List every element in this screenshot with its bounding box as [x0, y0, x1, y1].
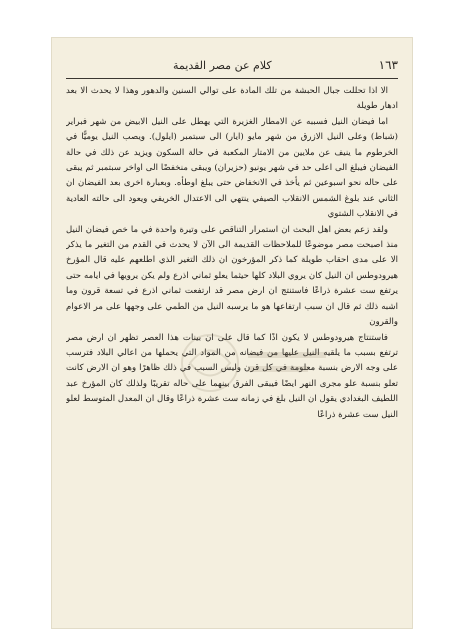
book-page [52, 38, 412, 628]
paragraph-3: ولقد زعم بعض اهل البحث ان استمرار التناقص على وتيرة واحدة في ما خص فيضان النيل منذ اصبحت مصر موضوعًا للملاحظات القديمة الى الآن لا يحدث في القدم من التغير ما يذكر الا على مدى احقاب طويلة كما ذكر المؤرخون ان ذلك التغير الذي اطلعهم عليه قال المؤرخ هيرودوطس ان النيل كان يروي البلاد كلها حيثما يعلو ثماني اذرع ولم يكن يرويها في ايامه حتى يرتفع ست عشرة ذراعًا فاستنتج ان ارض مصر قد ارتفعت ثماني اذرع في تسعة قرون وما اشبه ذلك ثم قال ان سبب ارتفاعها هو ما يرسبه النيل من الطمي على وجهها على مر الاعوام والقرون [66, 224, 398, 328]
paragraph-1: الا اذا تحللت جبال الحبشة من تلك المادة على توالي السنين والدهور وهذا لا يحدث الا بعد ادهار طويلة [66, 86, 398, 112]
page-body [66, 84, 398, 618]
page-number: ١٦٣ [378, 58, 398, 72]
page-header [66, 54, 398, 76]
paragraph-4: فاستنتاج هيرودوطس لا يكون اذًا كما قال على ان بينات هذا العصر تظهر ان ارض مصر ترتفع بسبب ما يلقيه النيل عليها من فيضانه من المواد التي يحملها من اعالي البلاد فترسب على وجه الارض بنسبة معلومة في كل قرن وليس السبب في ذلك ظاهرًا وهو ان الارض كانت تعلو بنسبة علو مجرى النهر ايضًا فيبقى الفرق بينهما على حاله تقريبًا ولذلك كان المؤرخ عبد اللطيف البغدادي يقول ان النيل بلغ في زمانه ست عشرة ذراعًا وقال ان المعدل المتوسط لعلو النيل ست عشرة ذراعًا [66, 332, 398, 420]
running-title: كلام عن مصر القديمة [173, 58, 272, 72]
header-rule [66, 78, 398, 79]
paragraph-2: اما فيضان النيل فسببه عن الامطار الغزيرة التي يهطل على النيل الابيض من شهر فبراير (شباط) وعلى النيل الازرق من شهر مايو (ايار) الى سبتمبر (ايلول). ويصب النيل يوميًّا في الخرطوم ما ينيف عن ملايين من الامتار المكعبة في حالة السكون ويزيد عن ذلك في حالة الفيضان فيبلغ الى اعلى حد في شهر يونيو (حزيران) ويبقى منخفضًا الى اواخر سبتمبر ثم يبقى على حاله نحو اسبوعين ثم يأخذ في الانخفاض حتى يبلغ اوطأه. وبعبارة اخرى بعد الفيضان ان الثاني عند بلوغ الشمس الانقلاب الصيفي ينتهي الى الاعتدال الخريفي ويعود الى حالته العادية في الانقلاب الشتوي [66, 116, 398, 220]
